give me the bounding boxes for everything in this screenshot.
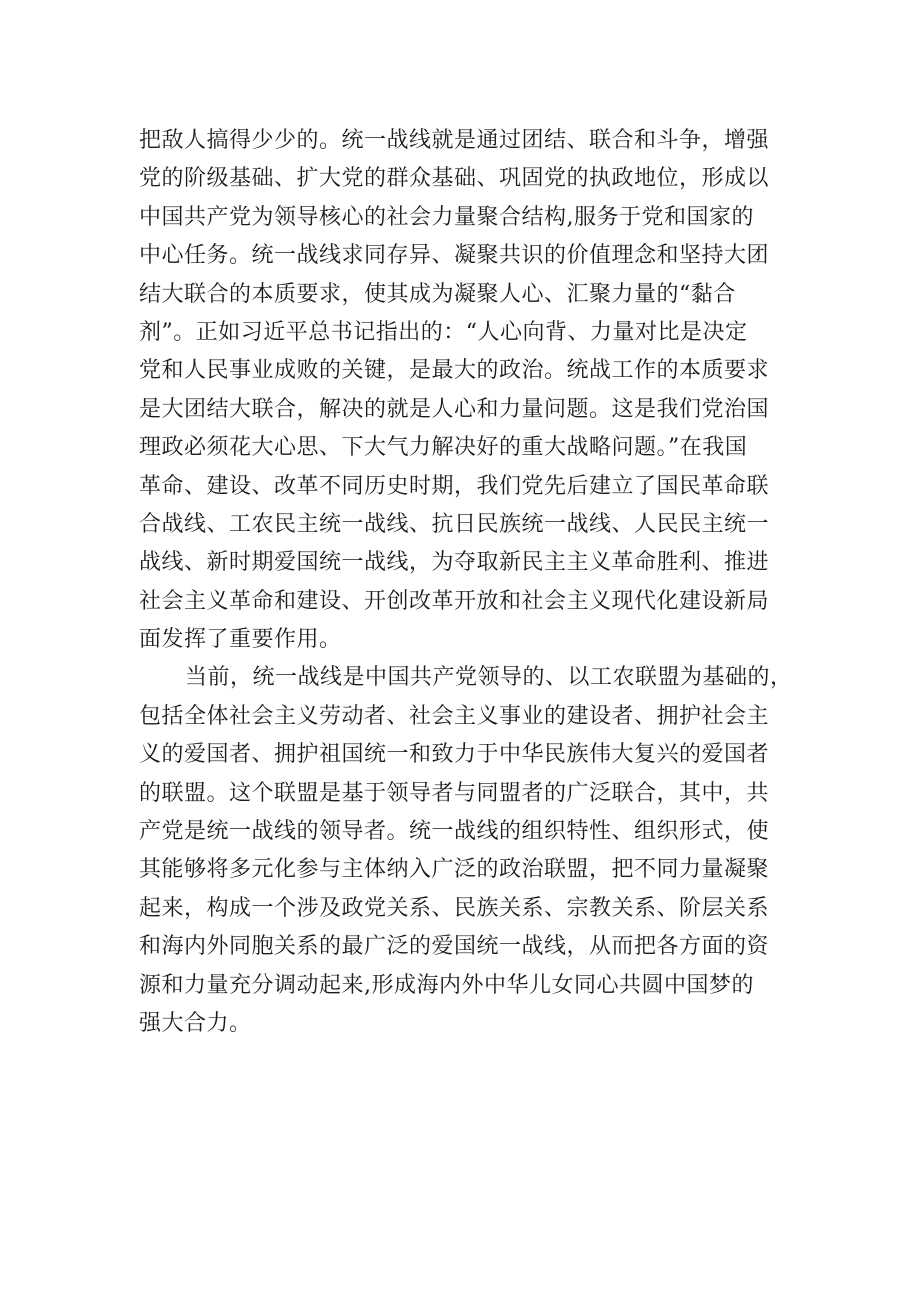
paragraph-line: 面发挥了重要作用。 [139,627,342,653]
paragraph-line: 其能够将多元化参与主体纳入广泛的政治联盟，把不同力量凝聚 [139,857,770,883]
paragraph-line: 革命、建设、改革不同历史时期，我们党先后建立了国民革命联 [139,473,770,499]
paragraph-line: 结大联合的本质要求，使其成为凝聚人心、汇聚力量的“黏合 [139,281,736,307]
paragraph-line: 把敌人搞得少少的。统一战线就是通过团结、联合和斗争，增强 [139,128,770,153]
paragraph-line: 党和人民事业成败的关键，是最大的政治。统战工作的本质要求 [139,358,770,384]
paragraph-line: 合战线、工农民主统一战线、抗日民族统一战线、人民民主统一 [139,511,770,537]
paragraph-line: 战线、新时期爱国统一战线，为夺取新民主主义革命胜利、推进 [139,550,770,576]
paragraph-line: 理政必须花大心思、下大气力解决好的重大战略问题。”在我国 [139,435,748,461]
paragraph-line: 强大合力。 [139,1010,252,1036]
paragraph-1 [139,122,799,659]
paragraph-line: 和海内外同胞关系的最广泛的爱国统一战线，从而把各方面的资 [139,934,770,960]
paragraph-line: 是大团结大联合，解决的就是人心和力量问题。这是我们党治国 [139,396,770,422]
paragraph-line: 起来，构成一个涉及政党关系、民族关系、宗教关系、阶层关系 [139,895,770,921]
paragraph-line: 党的阶级基础、扩大党的群众基础、巩固党的执政地位，形成以 [139,166,770,192]
paragraph-line: 中国共产党为领导核心的社会力量聚合结构,服务于党和国家的 [139,204,754,230]
paragraph-line: 产党是统一战线的领导者。统一战线的组织特性、组织形式，使 [139,819,770,845]
paragraph-line: 中心任务。统一战线求同存异、凝聚共识的价值理念和坚持大团 [139,243,770,269]
body-text [139,122,799,1043]
paragraph-2 [139,659,799,1043]
paragraph-line: 源和力量充分调动起来,形成海内外中华儿女同心共圆中国梦的 [139,972,754,998]
paragraph-line: 的联盟。这个联盟是基于领导者与同盟者的广泛联合，其中，共 [139,780,770,806]
paragraph-line: 包括全体社会主义劳动者、社会主义事业的建设者、拥护社会主 [139,703,770,729]
paragraph-line: 剂”。正如习近平总书记指出的：“人心向背、力量对比是决定 [139,319,748,345]
paragraph-line: 义的爱国者、拥护祖国统一和致力于中华民族伟大复兴的爱国者 [139,742,770,768]
paragraph-line: 当前，统一战线是中国共产党领导的、以工农联盟为基础的， [185,665,793,691]
paragraph-line: 社会主义革命和建设、开创改革开放和社会主义现代化建设新局 [139,588,770,614]
